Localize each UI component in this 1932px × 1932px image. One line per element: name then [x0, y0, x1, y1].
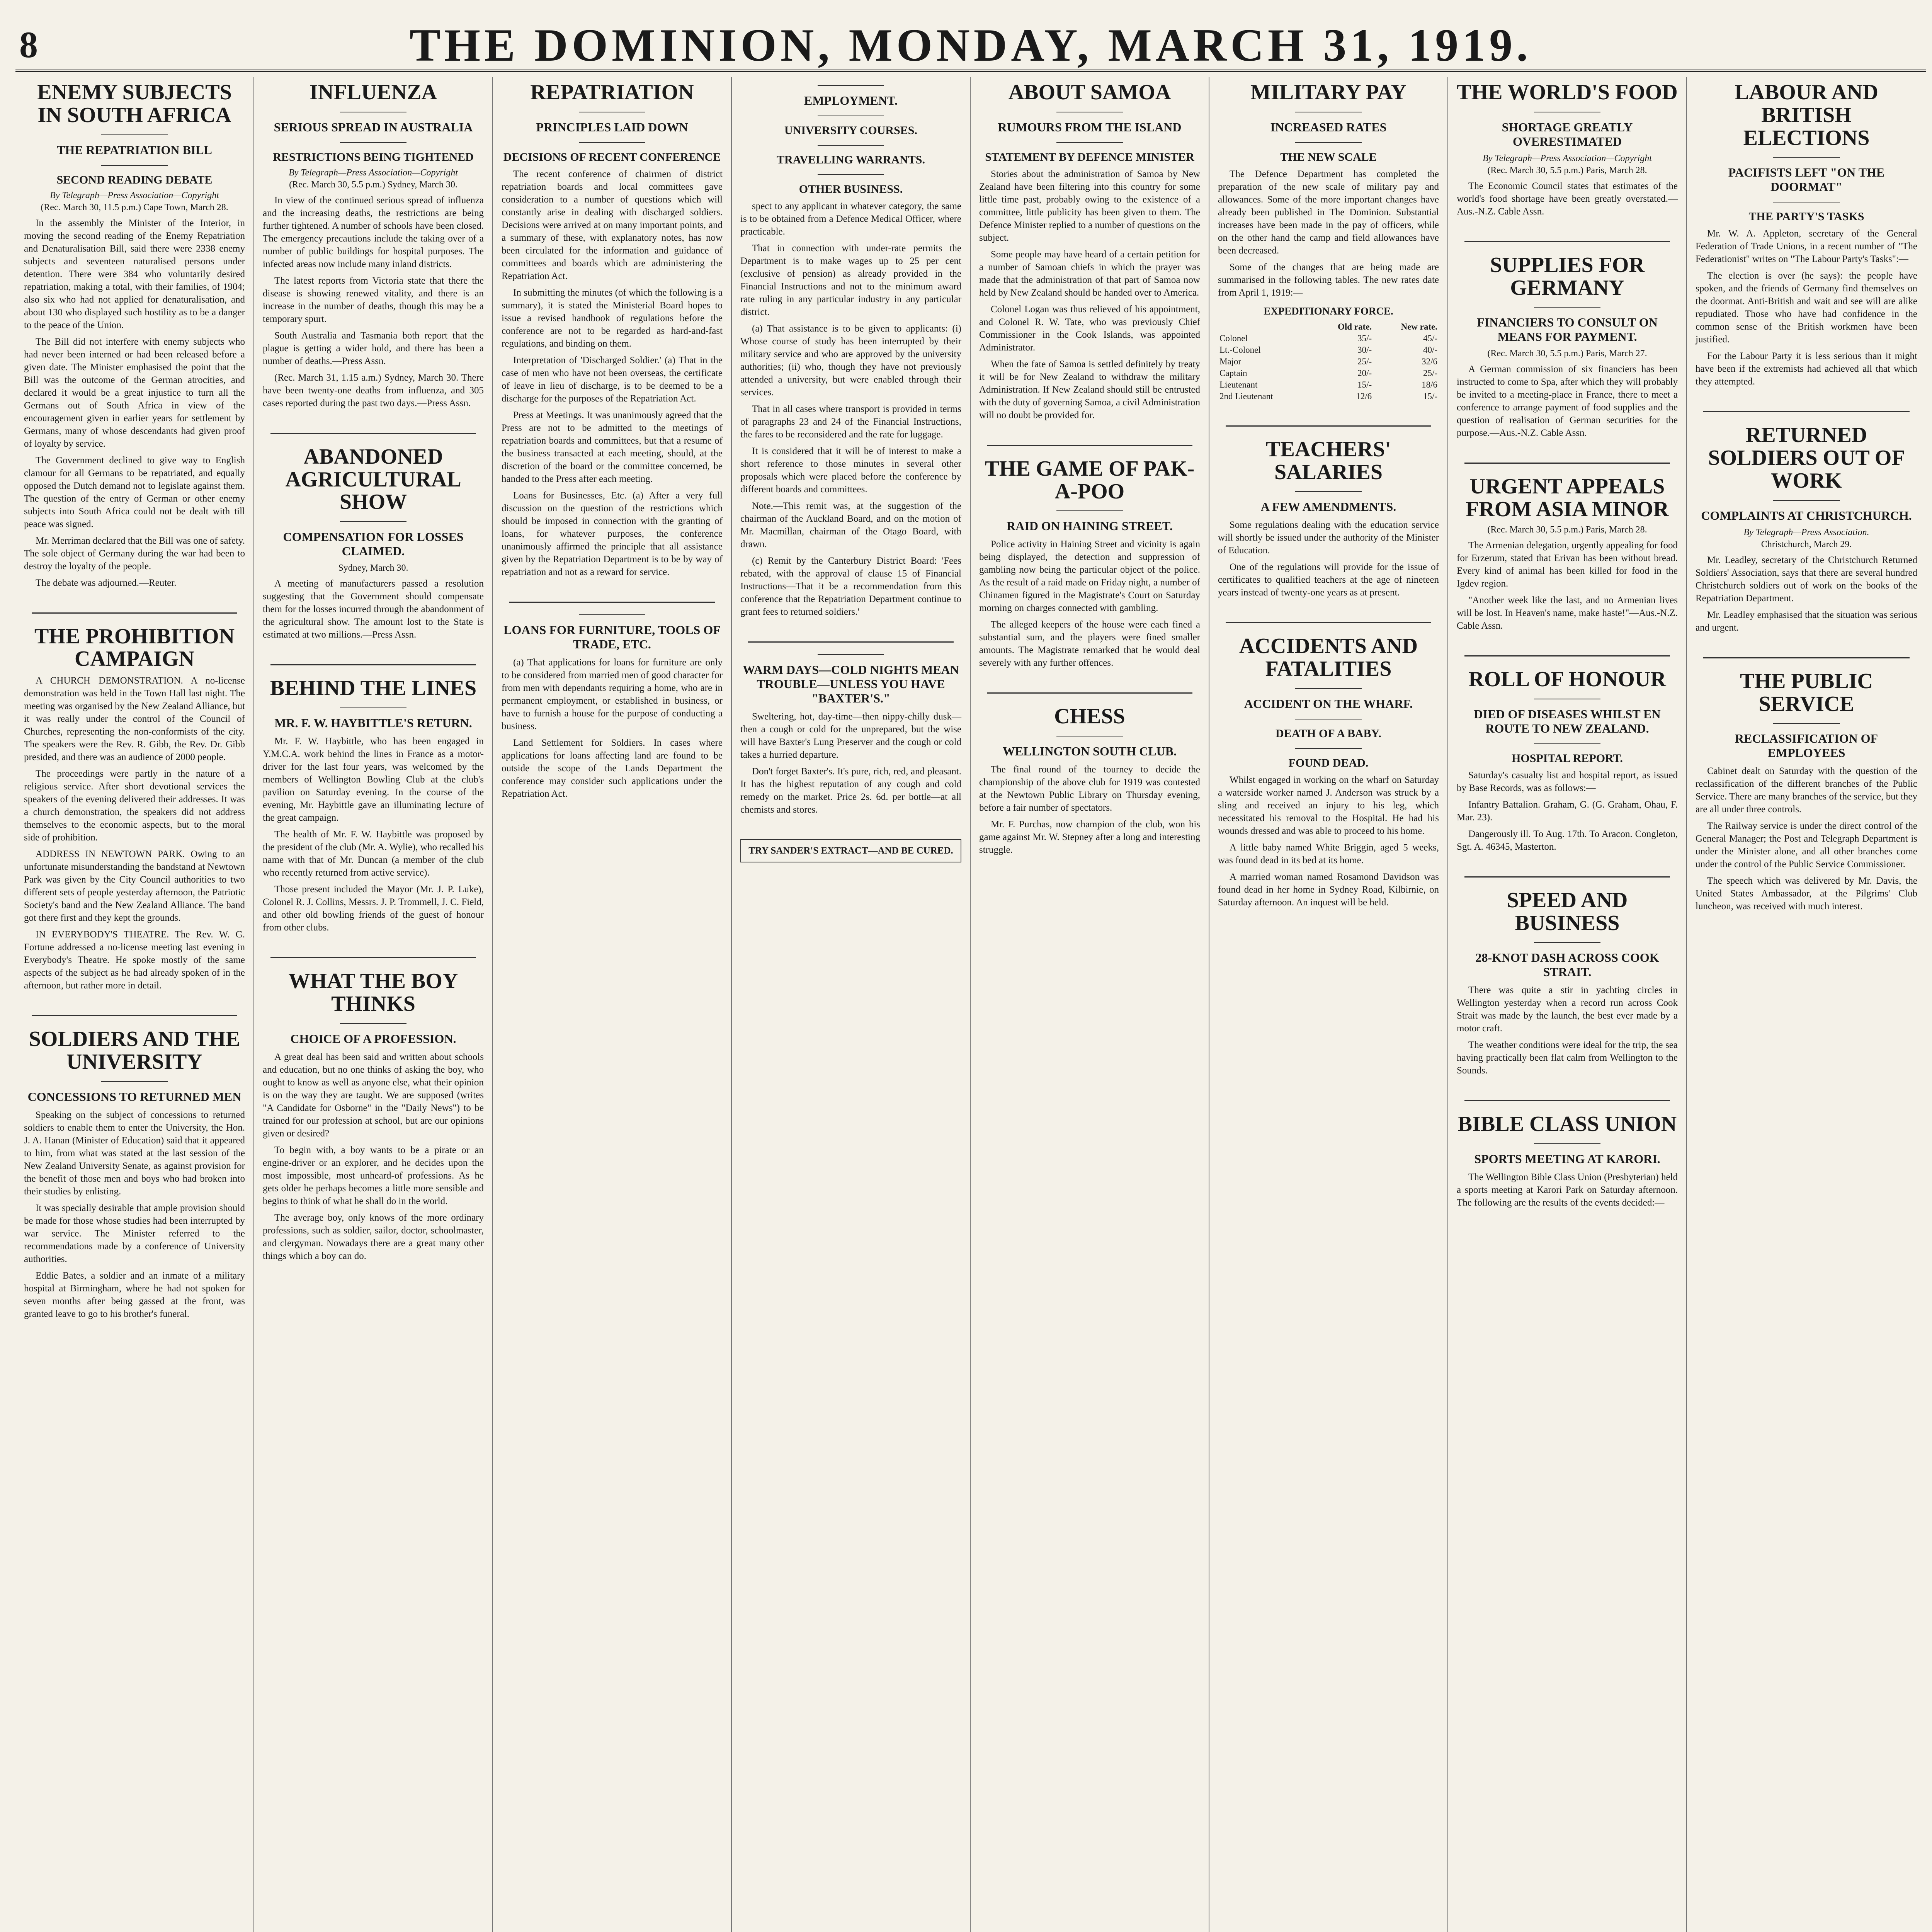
headline: ABANDONED AGRICULTURAL SHOW	[285, 444, 461, 514]
article	[979, 457, 1200, 670]
column-2	[254, 77, 493, 1932]
body-paragraph: Press at Meetings. It was unanimously agreed that the Press are not to be admitted to the meetings of repatriation boards and committees, but that a resume of the business transacted at each meeting, should, at the discretion of the board or the committee concerned, be handed to the Press after each meeting.	[502, 410, 723, 484]
subheadline: EMPLOYMENT.	[804, 94, 898, 107]
dateline: (Rec. March 30, 5.5 p.m.) Sydney, March 30.	[289, 179, 457, 190]
body-paragraph: Stories about the administration of Samoa by New Zealand have been filtering into this country for some little time past, probably owing to the existence of a committee, little publicity has been given to them. The Defence Minister replied to a number of questions on the subject.	[979, 168, 1200, 243]
body-paragraph: Mr. Merriman declared that the Bill was one of safety. The sole object of Germany during the war had been to destroy the loyalty of the people.	[24, 535, 245, 571]
body-paragraph: The average boy, only knows of the more ordinary professions, such as soldier, sailor, doctor, schoolmaster, and clergyman. Nowadays there are a great many other things which a boy can do.	[263, 1212, 484, 1261]
column-6	[1209, 77, 1448, 1932]
table-cell: Colonel	[1219, 333, 1248, 343]
table-cell: 15/-	[1357, 379, 1372, 389]
headline: THE PUBLIC SERVICE	[1740, 669, 1873, 716]
subheadline: WELLINGTON SOUTH CLUB.	[1002, 744, 1177, 759]
subheadline: THE PARTY'S TASKS	[1748, 210, 1864, 223]
divider-rule	[1534, 942, 1600, 943]
article-divider	[270, 664, 476, 665]
subheadline: DEATH OF A BABY.	[1276, 727, 1381, 740]
article	[24, 1028, 245, 1320]
body-paragraph: South Australia and Tasmania both report that the plague is getting a wider hold, and there has been a number of deaths.—Press Assn.	[263, 330, 484, 366]
dateline: (Rec. March 30, 5.5 p.m.) Paris, March 28.	[1487, 165, 1647, 175]
headline: ABOUT SAMOA	[1008, 80, 1171, 104]
table-cell: 25/-	[1357, 356, 1372, 366]
article	[502, 614, 723, 800]
article	[263, 970, 484, 1262]
table-cell: Major	[1219, 356, 1242, 366]
subheadline: SERIOUS SPREAD IN AUSTRALIA	[274, 120, 473, 134]
article-divider	[1464, 241, 1670, 242]
headline: REPATRIATION	[530, 80, 694, 104]
body-paragraph: Mr. Leadley emphasised that the situation was serious and urgent.	[1696, 609, 1917, 633]
body-paragraph: Mr. F. W. Haybittle, who has been engaged in Y.M.C.A. work behind the lines in France as a motor-driver for the last four years, was welcomed by the members of Wellington Bowling Club at the club's pavilion on Saturday evening. In the course of the evening, Mr. Haybittle gave an illuminating lecture of the great campaign.	[263, 736, 484, 823]
divider-rule	[818, 85, 884, 86]
column-8	[1687, 77, 1926, 1932]
dateline: (Rec. March 30, 5.5 p.m.) Paris, March 28.	[1487, 524, 1647, 535]
subheadline: SPORTS MEETING AT KARORI.	[1474, 1152, 1660, 1166]
article-divider	[1226, 622, 1431, 623]
body-paragraph: The Economic Council states that estimates of the world's food shortage have been greatly overstated.—Aus.-N.Z. Cable Assn.	[1457, 180, 1678, 217]
subheadline: RAID ON HAINING STREET.	[1007, 519, 1173, 533]
body-paragraph: The Defence Department has completed the preparation of the new scale of military pay and allowances. Some of the more important changes have already been published in The Dominion. Substantial increases have been made in the pay of officers, while on the other hand the camp and field allowances have been decreased.	[1218, 168, 1439, 256]
divider-rule	[1056, 142, 1123, 143]
body-paragraph: Saturday's casualty list and hospital report, as issued by Base Records, was as follows:—	[1457, 770, 1678, 793]
article	[263, 677, 484, 934]
body-paragraph: Colonel Logan was thus relieved of his appointment, and Colonel R. W. Tate, who was previously Chief Commissioner in the Cook Islands, was appointed Administrator.	[979, 304, 1200, 353]
subheadline: TRAVELLING WARRANTS.	[777, 153, 925, 166]
headline: BIBLE CLASS UNION	[1458, 1112, 1677, 1136]
body-paragraph: IN EVERYBODY'S THEATRE. The Rev. W. G. Fortune addressed a no-license meeting last evening in Everybody's Theatre. He spoke mostly of the same aspects of the subject as he had already spoken of in the afternoon, but rather more in detail.	[24, 929, 245, 991]
subheadline: ACCIDENT ON THE WHARF.	[1244, 696, 1413, 711]
headline: ACCIDENTS AND FATALITIES	[1239, 634, 1418, 681]
divider-rule	[818, 145, 884, 146]
body-paragraph: (a) That assistance is to be given to applicants: (i) Whose course of study has been interrupted by their military service and who are approved by the university authorities; (ii) who, though they have not previously attended a university, but were enabled through their services.	[740, 323, 961, 398]
article-divider	[509, 602, 715, 603]
article	[1457, 1113, 1678, 1209]
column-4	[732, 77, 971, 1932]
article-divider	[1464, 876, 1670, 878]
body-paragraph: "Another week like the last, and no Armenian lives will be lost. In Heaven's name, make haste!"—Aus.-N.Z. Cable Assn.	[1457, 595, 1678, 631]
subheadline: COMPLAINTS AT CHRISTCHURCH.	[1701, 508, 1912, 522]
headline: RETURNED SOLDIERS OUT OF WORK	[1708, 423, 1905, 493]
article-divider	[270, 433, 476, 434]
table-row	[1218, 333, 1439, 344]
subheadline: A FEW AMENDMENTS.	[1260, 500, 1396, 514]
body-paragraph: The alleged keepers of the house were each fined a substantial sum, and the players were fined smaller amounts. The Magistrate remarked that he would deal severely with any further offences.	[979, 619, 1200, 668]
body-paragraph: The Government declined to give way to English clamour for all Germans to be repatriated, and equally opposed the Dutch demand not to legislate against them. The question of the entry of German or other enemy subjects into South Africa could not be dealt with till peace was signed.	[24, 455, 245, 529]
body-paragraph: The proceedings were partly in the nature of a religious service. After short devotional services the speakers of the evening delivered their addresses. It was a church demonstration, the speakers did not address themselves to the economic aspects, but to the moral side of prohibition.	[24, 769, 245, 843]
dateline: (Rec. March 30, 11.5 p.m.) Cape Town, March 28.	[41, 202, 228, 213]
article-divider	[987, 692, 1192, 694]
article-divider	[1464, 1100, 1670, 1101]
table-cell: 35/-	[1357, 333, 1372, 343]
article	[24, 625, 245, 992]
body-paragraph: The Wellington Bible Class Union (Presbyterian) held a sports meeting at Karori Park on Saturday afternoon. The following are the results of the events decided:—	[1457, 1172, 1678, 1208]
pay-table	[1218, 321, 1439, 402]
body-paragraph: The Bill did not interfere with enemy subjects who had never been interned or had been released before a given date. The Minister emphasised the point that the Bill was the outcome of the German atrocities, and declared it would be a great injustice to turn all the Germans out of South Africa in view of the encouragement given in earlier years for settlement by Germans, many of whose descendants had given proof of loyalty by service.	[24, 336, 245, 449]
page-number: 8	[19, 24, 38, 65]
body-paragraph: There was quite a stir in yachting circles in Wellington yesterday when a record run across Cook Strait was made by the launch, the best ever made by a motor craft.	[1457, 985, 1678, 1034]
body-paragraph: In the assembly the Minister of the Interior, in moving the second reading of the Enemy Repatriation and Denaturalisation Bill, said there were 2338 enemy subjects and seventeen naturalised persons under detention. There were 384 who voluntarily desired repatriation, making a total, with their families, of 1904; also six who had not applied for denaturalisation, and about 130 who displayed such hostility as to be a danger to the peace of the Union.	[24, 218, 245, 330]
column-1	[15, 77, 254, 1932]
subheadline: PACIFISTS LEFT "ON THE DOORMAT"	[1728, 165, 1885, 194]
subheadline: OTHER BUSINESS.	[799, 183, 903, 196]
subheadline: FINANCIERS TO CONSULT ON MEANS FOR PAYMENT.	[1477, 315, 1658, 344]
body-paragraph: The speech which was delivered by Mr. Davis, the United States Ambassador, at the Pilgrims' Club luncheon, was received with much interest.	[1696, 876, 1917, 912]
body-paragraph: The debate was adjourned.—Reuter.	[36, 577, 177, 588]
body-paragraph: The final round of the tourney to decide the championship of the above club for 1919 was contested at the Newtown Public Library on Thursday evening, before a fair number of spectators.	[979, 764, 1200, 813]
article	[1457, 475, 1678, 632]
body-paragraph: In view of the continued serious spread of influenza and the increasing deaths, the restrictions are being further tightened. A number of schools have been closed. The emergency precautions include the taking over of a number of public buildings for hospital purposes. The infected areas now include many inland districts.	[263, 195, 484, 269]
table-cell: 18/6	[1422, 379, 1437, 389]
table-cell: 15/-	[1423, 391, 1437, 401]
body-paragraph: Some of the changes that are being made are summarised in the following tables. The new rates date from April 1, 1919:—	[1218, 262, 1439, 298]
wire-credit: By Telegraph—Press Association.	[1743, 527, 1869, 537]
subheadline: HOSPITAL REPORT.	[1512, 752, 1623, 765]
article-divider	[1226, 425, 1431, 427]
table-cell: Lt.-Colonel	[1219, 345, 1261, 355]
subheadline: 28-KNOT DASH ACROSS COOK STRAIT.	[1475, 951, 1659, 979]
subheadline: RESTRICTIONS BEING TIGHTENED	[273, 150, 474, 163]
article	[1696, 81, 1917, 388]
headline: THE PROHIBITION CAMPAIGN	[34, 624, 235, 671]
body-paragraph: The weather conditions were ideal for the trip, the sea having practically been flat calm from Wellington to the Sounds.	[1457, 1040, 1678, 1076]
body-paragraph: A meeting of manufacturers passed a resolution suggesting that the Government should compensate them for the losses incurred through the abandonment of the agricultural show. The amount lost to the State is estimated at two millions.—Press Assn.	[263, 578, 484, 640]
divider-rule	[101, 165, 168, 166]
subheadline: DIED OF DISEASES WHILST EN ROUTE TO NEW ZEALAND.	[1474, 707, 1661, 735]
body-paragraph: The latest reports from Victoria state that there the disease is showing renewed vitality, and there is an increase in the number of deaths, though this may be a temporary spurt.	[263, 275, 484, 324]
body-paragraph: Land Settlement for Soldiers. In cases where applications for loans affecting land are found to be outside the scope of the Lands Department the conference may consider such applications under the Repatriation Act.	[502, 737, 723, 799]
subheadline: LOANS FOR FURNITURE, TOOLS OF TRADE, ETC.	[503, 622, 721, 651]
dateline: (Rec. March 30, 5.5 p.m.) Paris, March 27.	[1487, 349, 1647, 359]
subheadline: SHORTAGE GREATLY OVERESTIMATED	[1502, 120, 1633, 148]
divider-rule	[579, 614, 645, 615]
body-paragraph: For the Labour Party it is less serious than it might have been if the extremists had achieved all that which they attempted.	[1696, 351, 1917, 387]
article-divider	[32, 1015, 237, 1016]
body-paragraph: A CHURCH DEMONSTRATION. A no-license demonstration was held in the Town Hall last night. The meeting was organised by the New Zealand Alliance, but it was really under the control of the Council of Churches, representing the non-conformists of the city. The speakers were the Rev. R. Gibb, the Rev. Dr. Gibb presided, and there was an audience of 2000 people.	[24, 675, 245, 763]
divider-rule	[1534, 743, 1600, 744]
column-5	[971, 77, 1209, 1932]
wire-credit: By Telegraph—Press Association—Copyright	[1483, 153, 1652, 163]
subheadline: THE NEW SCALE	[1280, 150, 1377, 163]
divider-rule	[340, 142, 406, 143]
body-paragraph: The recent conference of chairmen of district repatriation boards and local committees gave consideration to a number of questions which will constantly arise in dealing with discharged soldiers. Decisions were arrived at on many important points, and a summary of these, with explanatory notes, has now been circulated for the information and guidance of committees and boards which are administering the Repatriation Act.	[502, 168, 723, 281]
headline: CHESS	[1054, 704, 1125, 729]
body-paragraph: Sweltering, hot, day-time—then nippy-chilly dusk—then a cough or cold for the unprepared, but the wise will have Baxter's Lung Preserver and the cough or cold takes a hurried departure.	[740, 711, 961, 760]
divider-rule	[101, 134, 168, 135]
body-paragraph: In submitting the minutes (of which the following is a summary), it is stated the Ministerial Board hopes to issue a revised handbook of regulations before the conference are not to be regarded as hard-and-fast regulations, and binding on them.	[502, 287, 723, 349]
body-paragraph: Mr. W. A. Appleton, secretary of the General Federation of Trade Unions, in a recent number of "The Federationist" writes on "The Labour Party's Tasks":—	[1696, 228, 1917, 265]
article	[1218, 81, 1439, 402]
article	[263, 446, 484, 641]
subheadline: UNIVERSITY COURSES.	[784, 124, 917, 137]
body-paragraph: Those present included the Mayor (Mr. J. P. Luke), Colonel R. J. Collins, Messrs. J. P. Trommell, J. C. Field, and other old bowling friends of the guest of honour from other clubs.	[263, 884, 484, 933]
article-divider	[1464, 463, 1670, 464]
wire-credit: By Telegraph—Press Association—Copyright	[289, 167, 458, 178]
body-paragraph: Cabinet dealt on Saturday with the question of the reclassification of the different branches of the Public Service. There are many branches of the service, but they are all under three controls.	[1696, 766, 1917, 815]
subheadline: CHOICE OF A PROFESSION.	[290, 1031, 456, 1046]
divider-rule	[1773, 723, 1840, 724]
subheadline: RUMOURS FROM THE ISLAND	[998, 120, 1182, 134]
body-paragraph: Mr. Leadley, secretary of the Christchurch Returned Soldiers' Association, says that there are several hundred Christchurch soldiers out of work on the books of the Repatriation Department.	[1696, 554, 1917, 604]
body-paragraph: Whilst engaged in working on the wharf on Saturday a waterside worker named J. Anderson was struck by a sling and received an injury to his leg, which necessitated his removal to the Hospital. He had his wounds dressed and was able to proceed to his home.	[1218, 774, 1439, 836]
subheadline: DECISIONS OF RECENT CONFERENCE	[503, 150, 721, 163]
article	[1457, 668, 1678, 853]
subheadline: FOUND DEAD.	[1288, 756, 1369, 769]
headline: TEACHERS' SALARIES	[1266, 437, 1391, 484]
headline: MILITARY PAY	[1250, 80, 1407, 104]
headline: ROLL OF HONOUR	[1468, 667, 1666, 691]
table-cell: 2nd Lieutenant	[1219, 391, 1273, 401]
body-paragraph: Loans for Businesses, Etc. (a) After a very full discussion on the question of the restrictions which should be imposed in connection with the granting of loans, for whatever purposes, the conference unanimously affirmed the principle that all assistance given by the Repatriation Department is to be by way of repatriation and not as a reward for service.	[502, 490, 723, 577]
body-paragraph: Some regulations dealing with the education service will shortly be issued under the authority of the Minister of Education.	[1218, 520, 1439, 556]
subheadline: SECOND READING DEBATE	[56, 173, 213, 186]
divider-rule	[1534, 1143, 1600, 1144]
article	[1696, 424, 1917, 634]
wire-credit: By Telegraph—Press Association—Copyright	[50, 190, 219, 201]
article	[1218, 635, 1439, 909]
body-paragraph: To begin with, a boy wants to be a pirate or an engine-driver or an explorer, and he decides upon the most impossible, most unheard-of professions. As he gets older he perhaps becomes a little more sensible and begins to think of what he shall do in the world.	[263, 1145, 484, 1206]
article	[263, 81, 484, 410]
column-3	[493, 77, 732, 1932]
divider-rule	[1295, 688, 1362, 689]
subheadline: COMPENSATION FOR LOSSES CLAIMED.	[283, 530, 464, 558]
table-cell: 40/-	[1423, 345, 1437, 355]
article	[1218, 438, 1439, 599]
article	[740, 85, 961, 618]
body-paragraph: It was specially desirable that ample provision should be made for those whose studies had been interrupted by war service. The Minister referred to the recommendations made by a conference of University authorities.	[24, 1202, 245, 1264]
article	[1457, 81, 1678, 218]
body-paragraph: Mr. F. Purchas, now champion of the club, won his game against Mr. W. Stepney after a long and interesting struggle.	[979, 819, 1200, 855]
divider-rule	[579, 142, 645, 143]
subheadline: MR. F. W. HAYBITTLE'S RETURN.	[274, 716, 472, 730]
article-divider	[987, 445, 1192, 446]
body-paragraph: A German commission of six financiers has been instructed to come to Spa, after which they will probably be invited to a meeting-place in France, there to meet a conference to arrange payment of food supplies and the question of realisation of German securities for the purpose.—Aus.-N.Z. Cable Assn.	[1457, 364, 1678, 439]
body-paragraph: The Armenian delegation, urgently appealing for food for Erzerum, stated that Erivan has been without bread. Every kind of animal has been killed for food in the Igdev region.	[1457, 540, 1678, 589]
article	[1457, 889, 1678, 1077]
divider-rule	[1773, 157, 1840, 158]
body-paragraph: (c) Remit by the Canterbury District Board: 'Fees rebated, with the approval of clause 15 of Financial Instructions—That it be a recommendation from this conference that the Repatriation Department continue to grant fees to returned soldiers.'	[740, 556, 961, 617]
headline: SUPPLIES FOR GERMANY	[1490, 253, 1645, 300]
headline: SOLDIERS AND THE UNIVERSITY	[29, 1027, 240, 1074]
subheadline: INCREASED RATES	[1270, 120, 1387, 134]
subheadline: PRINCIPLES LAID DOWN	[536, 120, 688, 134]
body-paragraph: Interpretation of 'Discharged Soldier.' (a) That in the case of men who have not been overseas, the certificate of leave in lieu of discharge, is to be deemed to be a discharge for the purposes of the Repatriation Act.	[502, 355, 723, 404]
table-title: EXPEDITIONARY FORCE.	[1264, 305, 1393, 317]
body-paragraph: spect to any applicant in whatever category, the same is to be obtained from a Defence Medical Officer, where practicable.	[740, 201, 961, 237]
headline: THE WORLD'S FOOD	[1457, 80, 1678, 104]
headline: BEHIND THE LINES	[270, 676, 477, 701]
divider-rule	[1295, 142, 1362, 143]
headline: INFLUENZA	[310, 80, 437, 104]
body-paragraph: The health of Mr. F. W. Haybittle was proposed by the president of the club (Mr. A. Wylie), who recalled his name with that of Mr. Duncan (a member of the club who recently returned from active service).	[263, 829, 484, 878]
body-paragraph: That in all cases where transport is provided in terms of paragraphs 23 and 24 of the Financial Instructions, the fares to be reconsidered and the rate for luggage.	[740, 404, 961, 440]
body-paragraph: (a) That applications for loans for furniture are only to be considered from married men of good character for from men with dependants requiring a home, who are in permanent employment, or established in business, or have to furnish a house for the purpose of conducting a business.	[502, 657, 723, 731]
body-paragraph: Note.—This remit was, at the suggestion of the chairman of the Auckland Board, and on the motion of Mr. Macmillan, chairman of the Otago Board, with drawn.	[740, 501, 961, 549]
headline: THE GAME OF PAK-A-POO	[985, 456, 1195, 503]
article	[502, 81, 723, 578]
article-divider	[748, 641, 954, 643]
table-row	[1218, 344, 1439, 356]
divider-rule	[1295, 748, 1362, 749]
paper-title-line: THE DOMINION, MONDAY, MARCH 31, 1919.	[409, 19, 1532, 71]
dateline: Sydney, March 30.	[338, 563, 408, 573]
article	[979, 705, 1200, 856]
table-header-row	[1218, 321, 1439, 333]
subheadline: WARM DAYS—COLD NIGHTS MEAN TROUBLE—UNLESS YOU HAVE "BAXTER'S."	[743, 663, 959, 705]
subheadline: CONCESSIONS TO RETURNED MEN	[27, 1089, 242, 1104]
divider-rule	[340, 707, 406, 708]
table-cell: Captain	[1219, 368, 1247, 378]
advertisement-box: TRY SANDER'S EXTRACT—AND BE CURED.	[740, 839, 961, 862]
body-paragraph: The Railway service is under the direct control of the General Manager; the Post and Telegraph Department is under the Minister alone, and all other branches come under the control of the Public Service Commissioner.	[1696, 821, 1917, 870]
divider-rule	[340, 1023, 406, 1024]
subheadline: STATEMENT BY DEFENCE MINISTER	[985, 150, 1194, 163]
body-paragraph: A great deal has been said and written about schools and education, but no one thinks of asking the boy, who ought to know as well as anyone else, what their opinion is on the way they are taught. We are supposed (writes "A Candidate for Osborne" in the "Daily News") to be trained for our profession at school, but are our opinions given or desired?	[263, 1051, 484, 1139]
masthead	[15, 15, 1926, 72]
article-divider	[1703, 411, 1910, 412]
body-paragraph: A married woman named Rosamond Davidson was found dead in her home in Sydney Road, Kilbirnie, on Saturday afternoon. An inquest will be held.	[1218, 871, 1439, 908]
table-cell: 12/6	[1356, 391, 1372, 401]
body-paragraph: Don't forget Baxter's. It's pure, rich, red, and pleasant. It has the highest reputation of any cough and cold remedy on the market. Price 2s. 6d. per bottle—at all chemists and stores.	[740, 766, 961, 815]
subheadline: THE REPATRIATION BILL	[57, 143, 212, 157]
article	[979, 81, 1200, 422]
column-7	[1448, 77, 1687, 1932]
divider-rule	[101, 1081, 168, 1082]
table-cell: 30/-	[1357, 345, 1372, 355]
article	[24, 81, 245, 589]
headline: WHAT THE BOY THINKS	[288, 969, 458, 1016]
table-row	[1218, 391, 1439, 402]
body-paragraph: A little baby named White Briggin, aged 5 weeks, was found dead in its bed at its home.	[1218, 842, 1439, 866]
divider-rule	[1056, 510, 1123, 511]
table-header-cell: New rate.	[1401, 321, 1437, 332]
table-row	[1218, 379, 1439, 391]
body-paragraph: ADDRESS IN NEWTOWN PARK. Owing to an unfortunate misunderstanding the bandstand at Newtown Park was given by the City Council authorities to two different sets of people yesterday afternoon, the Patriotic Society's band and the New Zealand Alliance. The band got there first and they kept the grounds.	[24, 849, 245, 923]
divider-rule	[1773, 500, 1840, 501]
table-cell: 25/-	[1423, 368, 1437, 378]
body-paragraph: When the fate of Samoa is settled definitely by treaty it will be for New Zealand to withdraw the military Administration. If New Zealand should still be entrusted with the duty of governing Samoa, a civil Administration will no doubt be provided for.	[979, 359, 1200, 420]
body-paragraph: That in connection with under-rate permits the Department is to make wages up to 25 per cent (exclusive of pension) as already provided in the Financial Instructions and not to the minimum award rate ruling in any particular industry in any particular district.	[740, 243, 961, 317]
article-divider	[270, 957, 476, 958]
subheadline: RECLASSIFICATION OF EMPLOYEES	[1735, 731, 1878, 760]
article-divider	[1464, 655, 1670, 656]
article	[1696, 670, 1917, 913]
article	[740, 654, 961, 816]
body-paragraph: It is considered that it will be of interest to make a short reference to those minutes in several other proposals which were placed before the conference by different boards and committees.	[740, 446, 961, 495]
divider-rule	[340, 521, 406, 522]
body-paragraph: Eddie Bates, a soldier and an inmate of a military hospital at Birmingham, where he had not spoken for seven months after being gassed at the front, was granted leave to go to his brother's funeral.	[24, 1270, 245, 1319]
dateline: Christchurch, March 29.	[1761, 539, 1852, 549]
article	[1457, 254, 1678, 440]
newspaper-columns	[15, 77, 1926, 1932]
table-cell: Lieutenant	[1219, 379, 1258, 389]
body-paragraph: Infantry Battalion. Graham, G. (G. Graham, Ohau, F. Mar. 23).	[1457, 799, 1678, 823]
headline: URGENT APPEALS FROM ASIA MINOR	[1466, 474, 1669, 522]
table-cell: 20/-	[1357, 368, 1372, 378]
body-paragraph: One of the regulations will provide for the issue of certificates to qualified teachers at the age of nineteen years instead of twenty-one years as at present.	[1218, 562, 1439, 598]
divider-rule	[818, 654, 884, 655]
body-paragraph: The election is over (he says): the people have spoken, and the friends of Germany find themselves on the doormat. Anti-British and wait and see will are alike repudiated. Those who have had confidence in the common sense of the British workmen have been justified.	[1696, 270, 1917, 345]
table-header-cell: Old rate.	[1338, 321, 1372, 332]
headline: ENEMY SUBJECTS IN SOUTH AFRICA	[37, 80, 232, 127]
body-paragraph: Some people may have heard of a certain petition for a number of Samoan chiefs in which the prayer was made that the administration of that part of Samoa now held by New Zealand should be handed over to America.	[979, 249, 1200, 298]
article-divider	[32, 612, 237, 614]
article-divider	[1703, 657, 1910, 658]
headline: LABOUR AND BRITISH ELECTIONS	[1735, 80, 1878, 150]
divider-rule	[1295, 491, 1362, 492]
table-header-cell	[1218, 321, 1312, 333]
body-paragraph: Dangerously ill. To Aug. 17th. To Aracon. Congleton, Sgt. A. 46345, Masterton.	[1457, 828, 1678, 852]
headline: SPEED AND BUSINESS	[1507, 888, 1628, 935]
body-paragraph: Police activity in Haining Street and vicinity is again being displayed, the detection and suppression of gambling now being the particular object of the police. As the result of a raid made on Friday night, a number of Chinamen figured in the Magistrate's Court on Saturday morning on charges connected with gambling.	[979, 539, 1200, 614]
table-row	[1218, 356, 1439, 367]
body-paragraph: Speaking on the subject of concessions to returned soldiers to enable them to enter the University, the Hon. J. A. Hanan (Minister of Education) said that it appeared to him, from what was stated at the last session of the New Zealand University Senate, as against provision for the benefit of those men and boys who had broken into their studies by enlisting.	[24, 1109, 245, 1197]
table-row	[1218, 367, 1439, 379]
divider-rule	[818, 174, 884, 175]
table-cell: 32/6	[1422, 356, 1437, 366]
body-paragraph: (Rec. March 31, 1.15 a.m.) Sydney, March 30. There have been twenty-one deaths from influenza, and 305 cases reported during the past two days.—Press Assn.	[263, 372, 484, 408]
table-cell: 45/-	[1423, 333, 1437, 343]
divider-rule	[1534, 307, 1600, 308]
